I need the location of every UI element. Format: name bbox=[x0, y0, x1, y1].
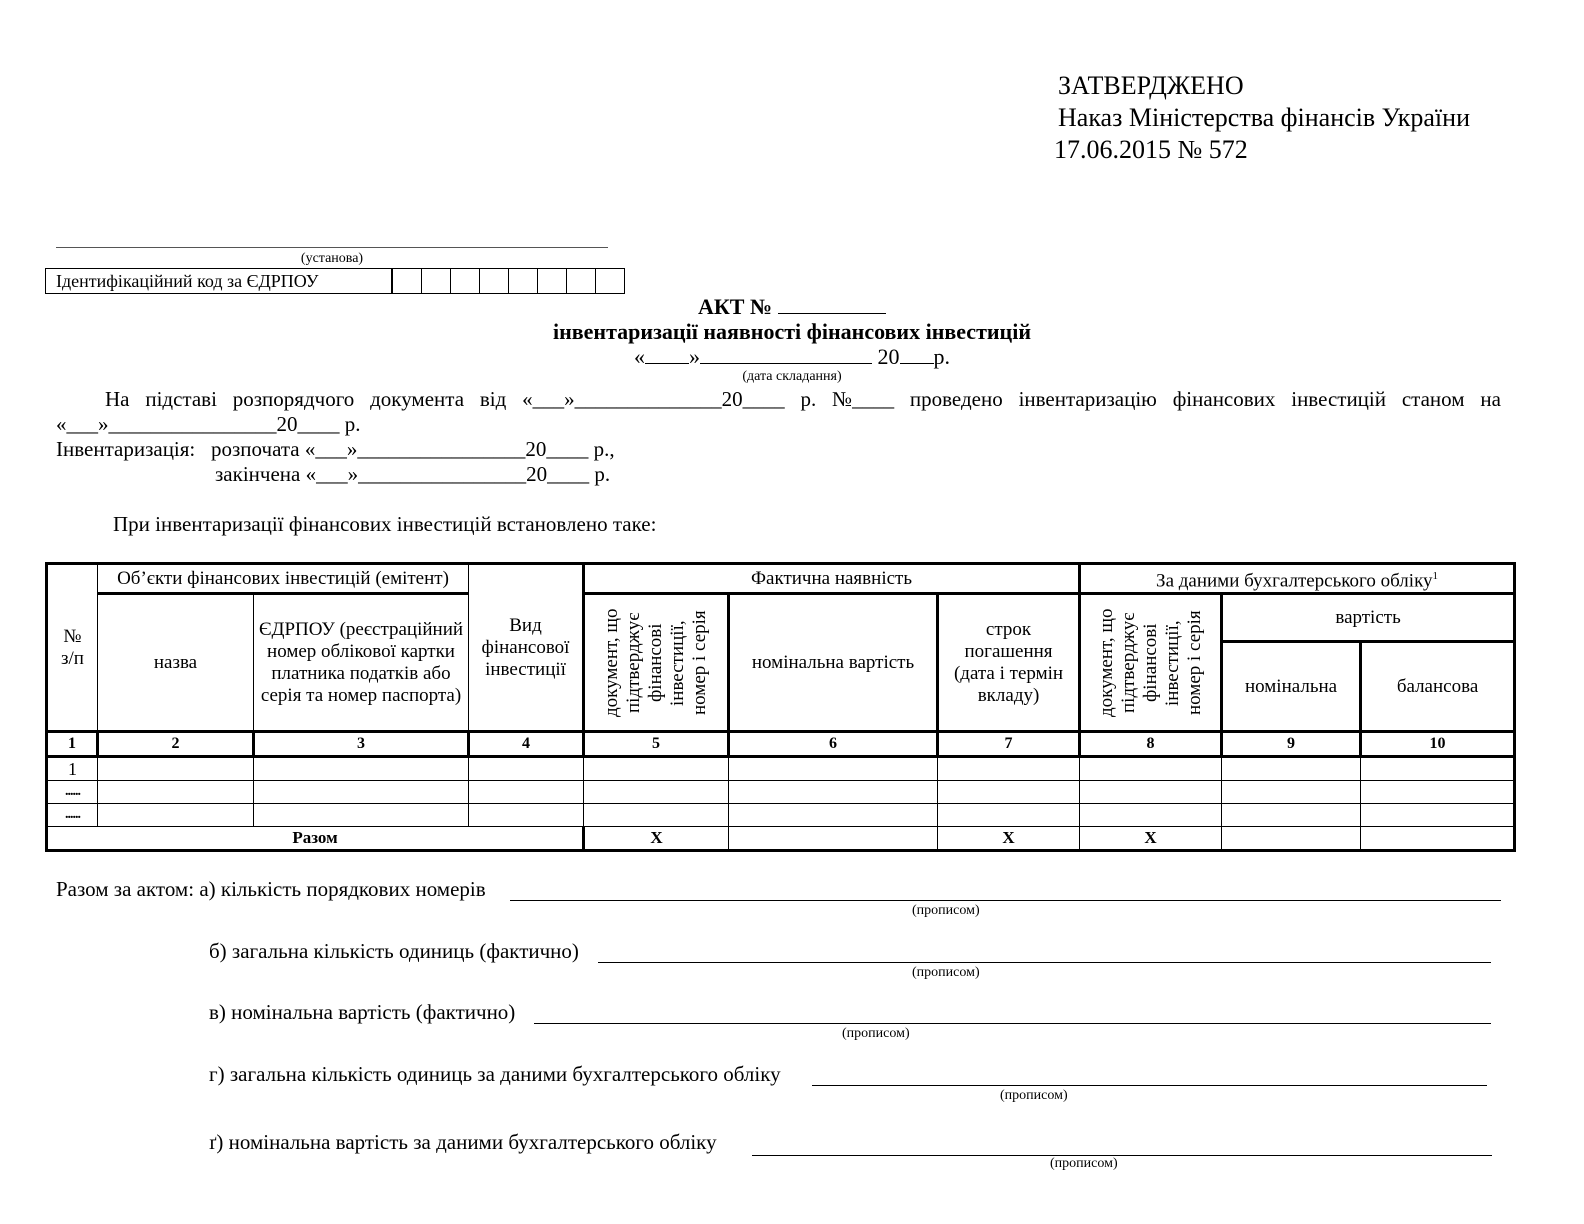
act-month-field[interactable] bbox=[700, 347, 872, 364]
col-number: 7 bbox=[938, 732, 1080, 757]
col-header-value: вартість bbox=[1222, 594, 1515, 642]
table-cell[interactable] bbox=[938, 781, 1080, 804]
table-cell[interactable] bbox=[469, 757, 584, 781]
col-header-number: № з/п bbox=[47, 564, 98, 732]
act-year-field[interactable] bbox=[900, 347, 934, 364]
summary-prefix: Разом за актом: bbox=[56, 877, 195, 901]
col-header-name: назва bbox=[98, 594, 254, 732]
row-number: ...... bbox=[47, 804, 98, 827]
edrpou-digit[interactable] bbox=[479, 269, 508, 293]
act-title bbox=[0, 294, 1584, 320]
approval-order: Наказ Міністерства фінансів України bbox=[1058, 103, 1470, 132]
edrpou-code-box bbox=[45, 268, 625, 294]
edrpou-digit[interactable] bbox=[450, 269, 479, 293]
summary-caption: (прописом) bbox=[912, 903, 980, 918]
institution-caption: (установа) bbox=[300, 251, 364, 266]
edrpou-digit[interactable] bbox=[566, 269, 595, 293]
col-header-actual: Фактична наявність bbox=[584, 564, 1080, 594]
table-cell[interactable] bbox=[98, 757, 254, 781]
col-header-type: Вид фінансової інвестиції bbox=[469, 564, 584, 732]
total-cell: X bbox=[1080, 827, 1222, 851]
act-number-field[interactable] bbox=[778, 295, 886, 314]
table-cell[interactable] bbox=[98, 804, 254, 827]
summary-caption: (прописом) bbox=[1050, 1156, 1118, 1171]
total-cell[interactable] bbox=[1361, 827, 1515, 851]
table-cell[interactable] bbox=[1080, 757, 1222, 781]
total-cell: X bbox=[584, 827, 729, 851]
act-date-line: « » 20 р. bbox=[634, 344, 950, 369]
table-cell[interactable] bbox=[584, 781, 729, 804]
table-cell[interactable] bbox=[254, 781, 469, 804]
table-cell[interactable] bbox=[729, 781, 938, 804]
edrpou-digit[interactable] bbox=[537, 269, 566, 293]
act-day-field[interactable] bbox=[645, 347, 689, 364]
table-cell[interactable] bbox=[98, 781, 254, 804]
summary-label: б) загальна кількість одиниць (фактично) bbox=[209, 939, 579, 963]
inventory-label: Інвентаризація: bbox=[56, 437, 196, 461]
summary-label: в) номінальна вартість (фактично) bbox=[209, 1000, 516, 1024]
col-number: 6 bbox=[729, 732, 938, 757]
edrpou-label: Ідентифікаційний код за ЄДРПОУ bbox=[46, 269, 392, 293]
row-number: 1 bbox=[47, 757, 98, 781]
col-header-objects: Об’єкти фінансових інвестицій (емітент) bbox=[98, 564, 469, 594]
table-cell[interactable] bbox=[584, 804, 729, 827]
table-row bbox=[47, 781, 1515, 804]
total-row bbox=[47, 827, 1515, 851]
table-cell[interactable] bbox=[1222, 781, 1361, 804]
summary-field-e[interactable] bbox=[752, 1155, 1492, 1156]
summary-field-b[interactable] bbox=[598, 962, 1491, 963]
total-cell[interactable] bbox=[1222, 827, 1361, 851]
findings-intro: При інвентаризації фінансових інвестицій встановлено таке: bbox=[113, 512, 657, 536]
col-number: 10 bbox=[1361, 732, 1515, 757]
summary-caption: (прописом) bbox=[842, 1026, 910, 1041]
table-row bbox=[47, 757, 1515, 781]
summary-caption: (прописом) bbox=[912, 965, 980, 980]
col-header-edrpou: ЄДРПОУ (реєстраційний номер облікової картки платника податків або серія та номер паспорта) bbox=[254, 594, 469, 732]
total-cell[interactable] bbox=[729, 827, 938, 851]
col-header-accounting: За даними бухгалтерського обліку$^1$ bbox=[1080, 564, 1515, 594]
summary-label: а) кількість порядкових номерів bbox=[199, 877, 486, 901]
summary-label: ґ) номінальна вартість за даними бухгалтерського обліку bbox=[209, 1130, 717, 1154]
summary-item-a bbox=[56, 877, 486, 902]
col-number: 1 bbox=[47, 732, 98, 757]
table-cell[interactable] bbox=[1080, 804, 1222, 827]
summary-field-a[interactable] bbox=[510, 900, 1501, 901]
inventory-as-of-date-field[interactable]: «___»________________20____ р. bbox=[56, 412, 361, 436]
table-cell[interactable] bbox=[1361, 757, 1515, 781]
edrpou-digit[interactable] bbox=[595, 269, 624, 293]
summary-caption: (прописом) bbox=[1000, 1088, 1068, 1103]
table-cell[interactable] bbox=[938, 804, 1080, 827]
inventory-start bbox=[56, 437, 615, 462]
col-number: 5 bbox=[584, 732, 729, 757]
table-cell[interactable] bbox=[1222, 757, 1361, 781]
order-number-field[interactable]: №____ bbox=[832, 387, 895, 411]
act-subtitle: інвентаризації наявності фінансових інвестицій bbox=[552, 319, 1032, 344]
table-cell[interactable] bbox=[469, 804, 584, 827]
approval-title: ЗАТВЕРДЖЕНО bbox=[1058, 71, 1244, 100]
table-cell[interactable] bbox=[1222, 804, 1361, 827]
order-date-field[interactable]: «___»______________20____ bbox=[522, 387, 785, 411]
table-cell[interactable] bbox=[1080, 781, 1222, 804]
table-cell[interactable] bbox=[938, 757, 1080, 781]
edrpou-digit[interactable] bbox=[421, 269, 450, 293]
col-header-nominal-value: номінальна вартість bbox=[729, 594, 938, 732]
act-label: АКТ № bbox=[697, 294, 773, 319]
col-header-term: строк погашення (дата і термін вкладу) bbox=[938, 594, 1080, 732]
table-cell[interactable] bbox=[1361, 781, 1515, 804]
col-number: 3 bbox=[254, 732, 469, 757]
table-cell[interactable] bbox=[1361, 804, 1515, 827]
intro-paragraph: На підставі розпорядчого документа від «___»______________20____ р. №____ проведено інвентаризацію фінансових інвестицій станом на bbox=[105, 387, 1501, 411]
table-cell[interactable] bbox=[729, 804, 938, 827]
table-cell[interactable] bbox=[584, 757, 729, 781]
summary-field-c[interactable] bbox=[534, 1023, 1491, 1024]
table-cell[interactable] bbox=[254, 804, 469, 827]
col-header-document-accounting: документ, що підтверджує фінансові інвестиції, номер і серія bbox=[1080, 594, 1222, 732]
table-row bbox=[47, 804, 1515, 827]
edrpou-digit[interactable] bbox=[392, 269, 421, 293]
col-number: 8 bbox=[1080, 732, 1222, 757]
date-caption: (дата складання) bbox=[742, 369, 842, 384]
total-cell: X bbox=[938, 827, 1080, 851]
col-number: 4 bbox=[469, 732, 584, 757]
table-cell[interactable] bbox=[254, 757, 469, 781]
approval-date-number: 17.06.2015 № 572 bbox=[1054, 135, 1248, 164]
institution-field[interactable] bbox=[56, 247, 608, 248]
table-cell[interactable] bbox=[729, 757, 938, 781]
summary-label: г) загальна кількість одиниць за даними бухгалтерського обліку bbox=[209, 1062, 781, 1086]
inventory-end-date-field[interactable]: закінчена «___»________________20____ р. bbox=[215, 462, 611, 486]
summary-field-d[interactable] bbox=[812, 1085, 1487, 1086]
table-cell[interactable] bbox=[469, 781, 584, 804]
col-header-document: документ, що підтверджує фінансові інвестиції, номер і серія bbox=[584, 594, 729, 732]
col-number: 9 bbox=[1222, 732, 1361, 757]
investments-table bbox=[45, 562, 1516, 852]
inventory-start-date-field[interactable]: розпочата «___»________________20____ р., bbox=[211, 437, 615, 461]
approval-stamp bbox=[1054, 70, 1470, 166]
col-header-balance: балансова bbox=[1361, 642, 1515, 732]
edrpou-digit[interactable] bbox=[508, 269, 537, 293]
col-header-nominal: номінальна bbox=[1222, 642, 1361, 732]
total-label: Разом bbox=[47, 827, 584, 851]
col-number: 2 bbox=[98, 732, 254, 757]
row-number: ...... bbox=[47, 781, 98, 804]
